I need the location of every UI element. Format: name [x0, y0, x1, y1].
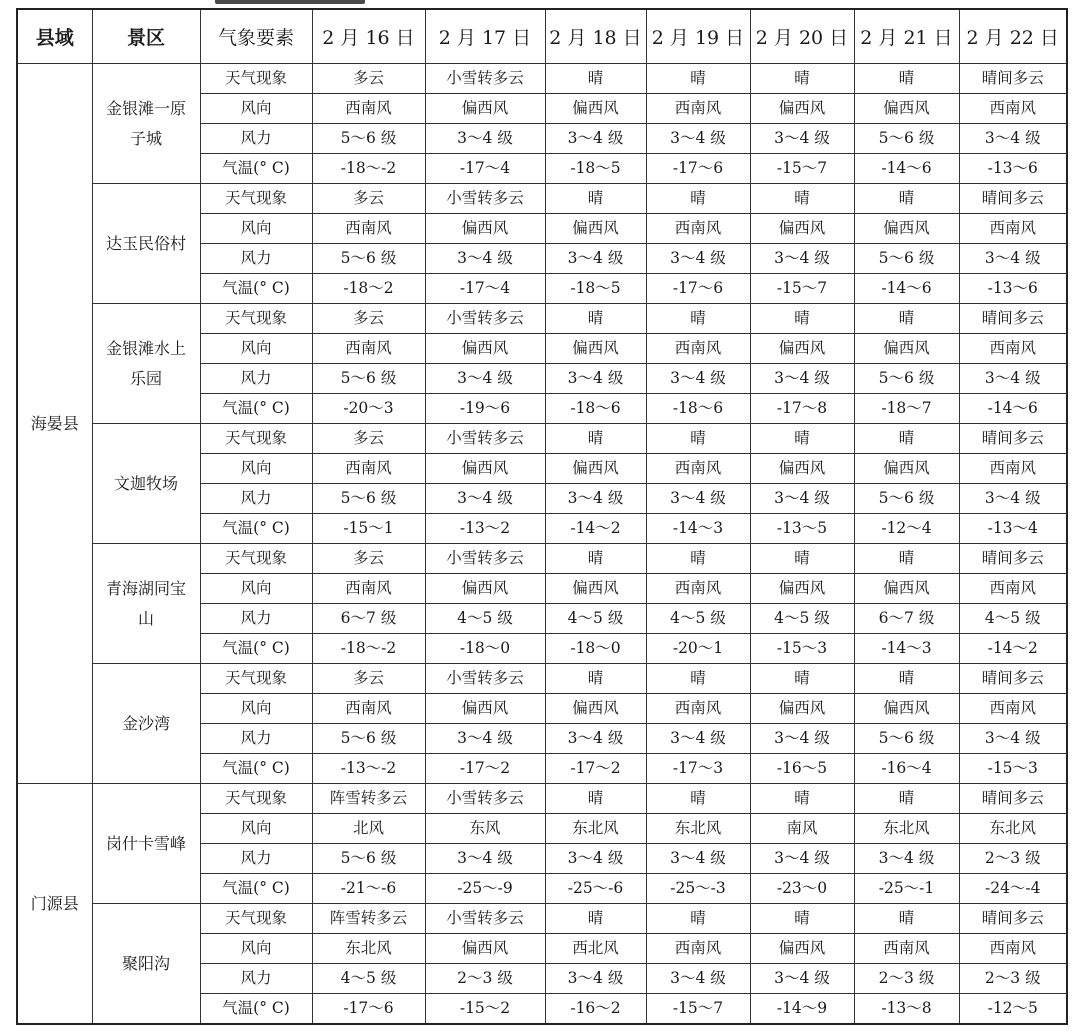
value-cell: 3～4 级	[959, 244, 1067, 274]
value-cell: -13～5	[750, 514, 854, 544]
value-cell: 晴	[646, 664, 750, 694]
value-cell: 西南风	[646, 454, 750, 484]
value-cell: 偏西风	[854, 574, 959, 604]
value-cell: -16～4	[854, 754, 959, 784]
value-cell: 偏西风	[854, 214, 959, 244]
value-cell: 东北风	[854, 814, 959, 844]
value-cell: -14～6	[854, 154, 959, 184]
value-cell: 小雪转多云	[425, 904, 545, 934]
value-cell: 晴	[854, 784, 959, 814]
value-cell: 4～5 级	[545, 604, 646, 634]
value-cell: 偏西风	[545, 574, 646, 604]
value-cell: 3～4 级	[545, 844, 646, 874]
value-cell: 西南风	[646, 934, 750, 964]
value-cell: 晴间多云	[959, 904, 1067, 934]
value-cell: 3～4 级	[545, 484, 646, 514]
value-cell: 西南风	[312, 334, 425, 364]
value-cell: 3～4 级	[425, 724, 545, 754]
element-cell: 天气现象	[200, 664, 312, 694]
value-cell: 多云	[312, 664, 425, 694]
value-cell: 晴间多云	[959, 184, 1067, 214]
value-cell: 南风	[750, 814, 854, 844]
table-row	[17, 64, 1067, 94]
value-cell: 3～4 级	[425, 844, 545, 874]
value-cell: 东北风	[959, 814, 1067, 844]
header-date-2: 2 月 17 日	[425, 9, 545, 64]
value-cell: 偏西风	[425, 694, 545, 724]
value-cell: -14～6	[959, 394, 1067, 424]
value-cell: 3～4 级	[425, 244, 545, 274]
value-cell: 偏西风	[545, 694, 646, 724]
element-cell: 气温(° C)	[200, 754, 312, 784]
value-cell: 2～3 级	[854, 964, 959, 994]
value-cell: 3～4 级	[750, 484, 854, 514]
value-cell: 晴	[854, 64, 959, 94]
value-cell: 晴	[750, 424, 854, 454]
value-cell: 3～4 级	[750, 964, 854, 994]
clipped-title-remnant	[215, 0, 365, 4]
value-cell: 多云	[312, 64, 425, 94]
value-cell: 偏西风	[425, 574, 545, 604]
value-cell: 偏西风	[545, 94, 646, 124]
value-cell: 3～4 级	[646, 484, 750, 514]
value-cell: 晴	[854, 424, 959, 454]
value-cell: -14～3	[854, 634, 959, 664]
value-cell: 阵雪转多云	[312, 784, 425, 814]
value-cell: 6～7 级	[312, 604, 425, 634]
value-cell: 晴	[854, 304, 959, 334]
value-cell: 3～4 级	[959, 484, 1067, 514]
scenic-spot-cell: 金银滩水上乐园	[92, 304, 200, 424]
value-cell: 晴	[545, 184, 646, 214]
value-cell: 西南风	[959, 214, 1067, 244]
table-row	[17, 784, 1067, 814]
value-cell: 5～6 级	[312, 484, 425, 514]
value-cell: 晴	[854, 664, 959, 694]
value-cell: -17～3	[646, 754, 750, 784]
element-cell: 风力	[200, 364, 312, 394]
value-cell: 西北风	[545, 934, 646, 964]
value-cell: 3～4 级	[425, 364, 545, 394]
value-cell: 5～6 级	[312, 724, 425, 754]
county-cell: 门源县	[17, 784, 92, 1025]
element-cell: 气温(° C)	[200, 274, 312, 304]
value-cell: 6～7 级	[854, 604, 959, 634]
header-date-3: 2 月 18 日	[545, 9, 646, 64]
value-cell: -17～4	[425, 154, 545, 184]
value-cell: 5～6 级	[312, 364, 425, 394]
value-cell: 多云	[312, 304, 425, 334]
value-cell: 晴	[750, 784, 854, 814]
value-cell: -13～2	[425, 514, 545, 544]
scenic-spot-cell: 青海湖同宝山	[92, 544, 200, 664]
value-cell: 5～6 级	[854, 124, 959, 154]
value-cell: 西南风	[959, 694, 1067, 724]
value-cell: 偏西风	[425, 94, 545, 124]
value-cell: 晴	[750, 64, 854, 94]
value-cell: 3～4 级	[959, 364, 1067, 394]
value-cell: 小雪转多云	[425, 184, 545, 214]
value-cell: -18～2	[312, 274, 425, 304]
value-cell: 3～4 级	[854, 844, 959, 874]
value-cell: -18～-2	[312, 634, 425, 664]
value-cell: 3～4 级	[646, 244, 750, 274]
element-cell: 风力	[200, 244, 312, 274]
element-cell: 天气现象	[200, 904, 312, 934]
header-date-1: 2 月 16 日	[312, 9, 425, 64]
value-cell: -15～7	[750, 154, 854, 184]
element-cell: 气温(° C)	[200, 634, 312, 664]
value-cell: 3～4 级	[545, 964, 646, 994]
value-cell: 2～3 级	[959, 844, 1067, 874]
value-cell: 偏西风	[854, 94, 959, 124]
value-cell: 西南风	[959, 454, 1067, 484]
value-cell: 晴	[750, 904, 854, 934]
value-cell: -15～3	[959, 754, 1067, 784]
value-cell: 3～4 级	[959, 724, 1067, 754]
header-scenic-spot: 景区	[92, 9, 200, 64]
value-cell: 3～4 级	[750, 364, 854, 394]
element-cell: 气温(° C)	[200, 874, 312, 904]
value-cell: -25～-1	[854, 874, 959, 904]
value-cell: 晴	[646, 904, 750, 934]
value-cell: 西南风	[646, 94, 750, 124]
value-cell: 西南风	[959, 574, 1067, 604]
value-cell: -17～4	[425, 274, 545, 304]
value-cell: 4～5 级	[959, 604, 1067, 634]
table-body	[17, 64, 1067, 1025]
value-cell: 4～5 级	[646, 604, 750, 634]
element-cell: 天气现象	[200, 784, 312, 814]
value-cell: -15～1	[312, 514, 425, 544]
value-cell: 4～5 级	[425, 604, 545, 634]
value-cell: 晴间多云	[959, 64, 1067, 94]
value-cell: 多云	[312, 424, 425, 454]
element-cell: 天气现象	[200, 424, 312, 454]
value-cell: 偏西风	[854, 334, 959, 364]
value-cell: 3～4 级	[425, 124, 545, 154]
value-cell: 东北风	[646, 814, 750, 844]
value-cell: -18～6	[545, 394, 646, 424]
value-cell: 小雪转多云	[425, 664, 545, 694]
value-cell: 西南风	[646, 334, 750, 364]
value-cell: -20～3	[312, 394, 425, 424]
scenic-spot-cell: 岗什卡雪峰	[92, 784, 200, 904]
value-cell: 西南风	[312, 214, 425, 244]
scenic-spot-cell: 达玉民俗村	[92, 184, 200, 304]
value-cell: -17～2	[545, 754, 646, 784]
table-row	[17, 544, 1067, 574]
value-cell: 晴间多云	[959, 664, 1067, 694]
value-cell: 晴	[545, 424, 646, 454]
element-cell: 气温(° C)	[200, 154, 312, 184]
table-row	[17, 424, 1067, 454]
header-date-5: 2 月 20 日	[750, 9, 854, 64]
value-cell: -25～-3	[646, 874, 750, 904]
value-cell: 偏西风	[545, 454, 646, 484]
value-cell: 东风	[425, 814, 545, 844]
value-cell: 偏西风	[750, 934, 854, 964]
value-cell: 西南风	[312, 694, 425, 724]
value-cell: 5～6 级	[854, 244, 959, 274]
value-cell: 小雪转多云	[425, 544, 545, 574]
value-cell: 晴	[545, 544, 646, 574]
value-cell: 晴	[646, 544, 750, 574]
value-cell: 晴间多云	[959, 424, 1067, 454]
scenic-spot-cell: 聚阳沟	[92, 904, 200, 1025]
value-cell: 西南风	[312, 574, 425, 604]
value-cell: 晴	[750, 304, 854, 334]
element-cell: 风向	[200, 214, 312, 244]
value-cell: 偏西风	[750, 94, 854, 124]
value-cell: -13～8	[854, 994, 959, 1025]
value-cell: 2～3 级	[959, 964, 1067, 994]
value-cell: 3～4 级	[750, 724, 854, 754]
element-cell: 天气现象	[200, 304, 312, 334]
value-cell: 偏西风	[750, 454, 854, 484]
value-cell: -19～6	[425, 394, 545, 424]
value-cell: -20～1	[646, 634, 750, 664]
value-cell: -21～-6	[312, 874, 425, 904]
value-cell: 5～6 级	[854, 484, 959, 514]
element-cell: 风力	[200, 124, 312, 154]
value-cell: -15～7	[750, 274, 854, 304]
element-cell: 风向	[200, 94, 312, 124]
value-cell: -17～6	[646, 274, 750, 304]
value-cell: -18～-2	[312, 154, 425, 184]
value-cell: -14～6	[854, 274, 959, 304]
element-cell: 风力	[200, 844, 312, 874]
value-cell: 西南风	[959, 334, 1067, 364]
value-cell: -13～4	[959, 514, 1067, 544]
table-row	[17, 304, 1067, 334]
value-cell: 晴	[750, 184, 854, 214]
value-cell: 3～4 级	[545, 124, 646, 154]
value-cell: 小雪转多云	[425, 784, 545, 814]
table-row	[17, 184, 1067, 214]
element-cell: 天气现象	[200, 544, 312, 574]
value-cell: 3～4 级	[750, 244, 854, 274]
value-cell: 偏西风	[750, 334, 854, 364]
value-cell: 5～6 级	[854, 724, 959, 754]
value-cell: 西南风	[959, 934, 1067, 964]
value-cell: 3～4 级	[545, 724, 646, 754]
value-cell: 5～6 级	[312, 124, 425, 154]
value-cell: 晴	[854, 184, 959, 214]
value-cell: 晴	[646, 304, 750, 334]
value-cell: -14～3	[646, 514, 750, 544]
header-date-4: 2 月 19 日	[646, 9, 750, 64]
value-cell: 晴	[545, 304, 646, 334]
value-cell: -13～6	[959, 274, 1067, 304]
value-cell: 晴	[854, 904, 959, 934]
value-cell: 晴	[646, 64, 750, 94]
header-date-7: 2 月 22 日	[959, 9, 1067, 64]
value-cell: 多云	[312, 184, 425, 214]
value-cell: -14～2	[959, 634, 1067, 664]
value-cell: -23～0	[750, 874, 854, 904]
header-date-6: 2 月 21 日	[854, 9, 959, 64]
value-cell: 晴	[750, 664, 854, 694]
value-cell: 3～4 级	[646, 364, 750, 394]
element-cell: 气温(° C)	[200, 514, 312, 544]
value-cell: 偏西风	[854, 454, 959, 484]
value-cell: 东北风	[312, 934, 425, 964]
value-cell: -18～5	[545, 154, 646, 184]
value-cell: 晴	[646, 184, 750, 214]
value-cell: -17～2	[425, 754, 545, 784]
county-cell: 海晏县	[17, 64, 92, 784]
value-cell: 4～5 级	[750, 604, 854, 634]
value-cell: 西南风	[854, 934, 959, 964]
value-cell: 晴	[545, 904, 646, 934]
value-cell: -13～6	[959, 154, 1067, 184]
header-element: 气象要素	[200, 9, 312, 64]
value-cell: 偏西风	[750, 574, 854, 604]
value-cell: -13～-2	[312, 754, 425, 784]
value-cell: 西南风	[646, 214, 750, 244]
value-cell: -14～2	[545, 514, 646, 544]
value-cell: -12～4	[854, 514, 959, 544]
value-cell: 3～4 级	[545, 244, 646, 274]
value-cell: 偏西风	[425, 934, 545, 964]
value-cell: 北风	[312, 814, 425, 844]
value-cell: 多云	[312, 544, 425, 574]
value-cell: 偏西风	[545, 214, 646, 244]
scenic-spot-cell: 文迦牧场	[92, 424, 200, 544]
value-cell: -12～5	[959, 994, 1067, 1025]
value-cell: 小雪转多云	[425, 64, 545, 94]
value-cell: 2～3 级	[425, 964, 545, 994]
value-cell: -16～5	[750, 754, 854, 784]
value-cell: -18～0	[425, 634, 545, 664]
element-cell: 风向	[200, 694, 312, 724]
value-cell: -25～-6	[545, 874, 646, 904]
value-cell: 西南风	[312, 454, 425, 484]
value-cell: -15～2	[425, 994, 545, 1025]
value-cell: -24～-4	[959, 874, 1067, 904]
value-cell: 偏西风	[425, 334, 545, 364]
element-cell: 风向	[200, 454, 312, 484]
value-cell: 小雪转多云	[425, 304, 545, 334]
value-cell: -25～-9	[425, 874, 545, 904]
value-cell: 3～4 级	[750, 844, 854, 874]
value-cell: -18～6	[646, 394, 750, 424]
weather-forecast-table	[16, 8, 1068, 1025]
element-cell: 气温(° C)	[200, 394, 312, 424]
scenic-spot-cell: 金沙湾	[92, 664, 200, 784]
scenic-spot-cell: 金银滩一原子城	[92, 64, 200, 184]
value-cell: 西南风	[646, 574, 750, 604]
value-cell: 西南风	[959, 94, 1067, 124]
header-county: 县域	[17, 9, 92, 64]
value-cell: -17～8	[750, 394, 854, 424]
value-cell: 晴	[646, 784, 750, 814]
value-cell: 5～6 级	[312, 244, 425, 274]
value-cell: 晴	[750, 544, 854, 574]
value-cell: 5～6 级	[854, 364, 959, 394]
value-cell: -17～6	[646, 154, 750, 184]
value-cell: 晴间多云	[959, 544, 1067, 574]
element-cell: 风向	[200, 574, 312, 604]
value-cell: 偏西风	[750, 694, 854, 724]
value-cell: -15～7	[646, 994, 750, 1025]
element-cell: 天气现象	[200, 64, 312, 94]
value-cell: 3～4 级	[545, 364, 646, 394]
value-cell: -14～9	[750, 994, 854, 1025]
value-cell: 偏西风	[854, 694, 959, 724]
value-cell: 偏西风	[750, 214, 854, 244]
value-cell: 3～4 级	[646, 964, 750, 994]
value-cell: 3～4 级	[646, 844, 750, 874]
value-cell: 晴间多云	[959, 304, 1067, 334]
element-cell: 风向	[200, 814, 312, 844]
value-cell: 西南风	[646, 694, 750, 724]
element-cell: 风力	[200, 484, 312, 514]
element-cell: 气温(° C)	[200, 994, 312, 1025]
element-cell: 风向	[200, 934, 312, 964]
value-cell: 小雪转多云	[425, 424, 545, 454]
value-cell: 晴	[854, 544, 959, 574]
value-cell: 3～4 级	[750, 124, 854, 154]
value-cell: 晴	[545, 64, 646, 94]
header-row	[17, 9, 1067, 64]
value-cell: -18～7	[854, 394, 959, 424]
value-cell: -16～2	[545, 994, 646, 1025]
value-cell: 偏西风	[425, 214, 545, 244]
value-cell: 偏西风	[545, 334, 646, 364]
value-cell: -17～6	[312, 994, 425, 1025]
value-cell: 3～4 级	[959, 124, 1067, 154]
value-cell: 3～4 级	[646, 724, 750, 754]
value-cell: 晴	[545, 664, 646, 694]
value-cell: 偏西风	[425, 454, 545, 484]
element-cell: 天气现象	[200, 184, 312, 214]
value-cell: 3～4 级	[425, 484, 545, 514]
element-cell: 风力	[200, 964, 312, 994]
value-cell: 晴	[646, 424, 750, 454]
value-cell: -18～5	[545, 274, 646, 304]
value-cell: 3～4 级	[646, 124, 750, 154]
element-cell: 风力	[200, 604, 312, 634]
element-cell: 风力	[200, 724, 312, 754]
value-cell: 阵雪转多云	[312, 904, 425, 934]
value-cell: -18～0	[545, 634, 646, 664]
value-cell: 5～6 级	[312, 844, 425, 874]
value-cell: 晴间多云	[959, 784, 1067, 814]
value-cell: 东北风	[545, 814, 646, 844]
element-cell: 风向	[200, 334, 312, 364]
value-cell: 西南风	[312, 94, 425, 124]
table-row	[17, 664, 1067, 694]
table-row	[17, 904, 1067, 934]
value-cell: 晴	[545, 784, 646, 814]
value-cell: -15～3	[750, 634, 854, 664]
value-cell: 4～5 级	[312, 964, 425, 994]
